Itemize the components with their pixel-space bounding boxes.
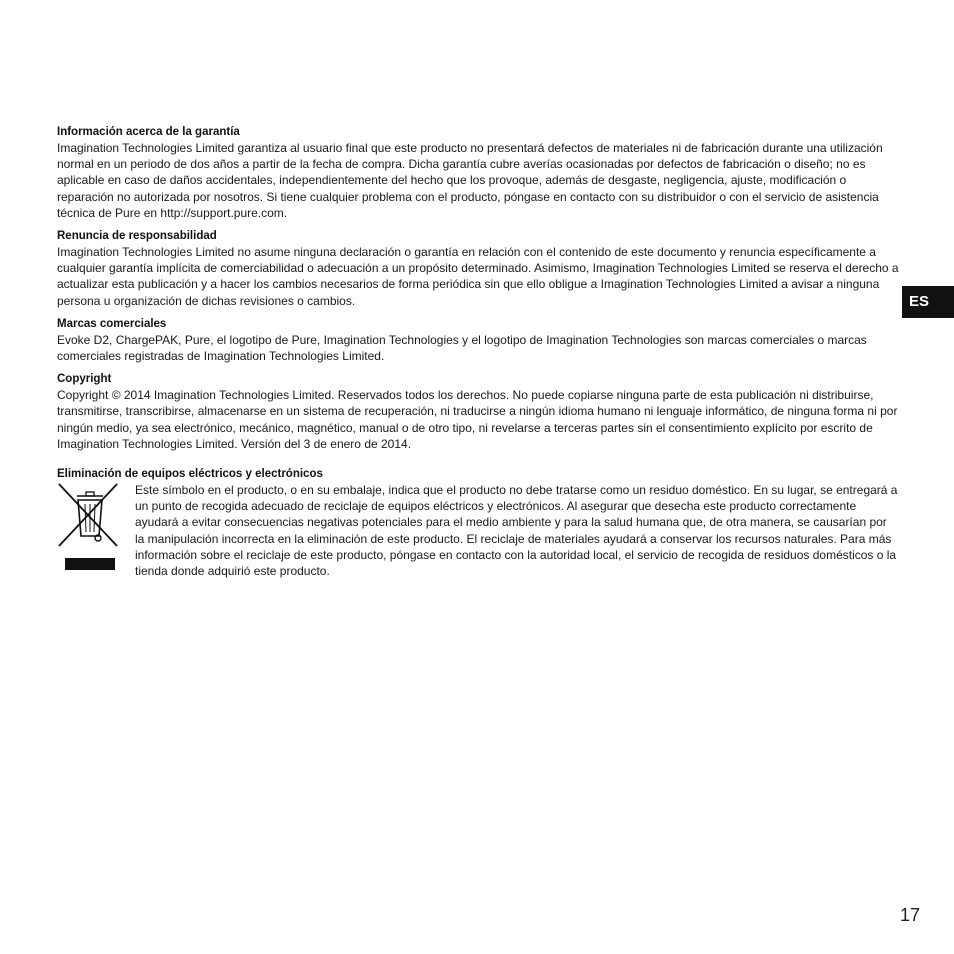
copyright-heading: Copyright bbox=[57, 373, 112, 386]
document-content bbox=[57, 124, 899, 586]
page-number: 17 bbox=[899, 905, 920, 925]
weee-heading: Eliminación de equipos eléctricos y electrónicos bbox=[57, 468, 323, 481]
warranty-heading: Información acerca de la garantía bbox=[57, 126, 240, 138]
trademarks-heading: Marcas comerciales bbox=[57, 317, 167, 330]
weee-row bbox=[57, 482, 899, 579]
weee-body: Este símbolo en el producto, o en su embalaje, indica que el producto no debe tratarse como un residuo doméstico. En su lugar, se entregará a un punto de recogida adecuado de reciclaje de equipos eléctricos y electrónicos. Al asegurar que desecha este producto correctamente ayudará a evitar consecuencias negativas potenciales para el medio ambiente y para la salud humana que, de otra manera, se causarían por la manipulación incorrecta en la eliminación de este producto. El reciclaje de materiales ayudará a conservar los recursos naturales. Para más información sobre el reciclaje de este producto, póngase en contacto con la autoridad local, el servicio de recogida de residuos domésticos o la tienda donde adquirió este producto. bbox=[135, 483, 898, 579]
weee-section bbox=[57, 466, 899, 579]
disclaimer-heading: Renuncia de responsabilidad bbox=[57, 230, 217, 243]
trademarks-section bbox=[57, 316, 899, 364]
warranty-body: Imagination Technologies Limited garantiza al usuario final que este producto no presentará defectos de materiales ni de fabricación durante una utilización normal en un periodo de dos años a partir de la fecha de compra. Dicha garantía cubre averías ocasionadas por defectos de fabricación o diseño; no es aplicable en caso de daños accidentales, independientemente del hecho que los provoque, además de desgaste, negligencia, ajuste, modificación o reparación no autorizada por nosotros. Si tiene cualquier problema con el producto, póngase en contacto con su distribuidor o con el servicio de asistencia técnica de Pure en http://support.pure.com. bbox=[57, 141, 883, 220]
disclaimer-section bbox=[57, 228, 899, 309]
copyright-body: Copyright © 2014 Imagination Technologies Limited. Reservados todos los derechos. No puede copiarse ninguna parte de esta publicación ni distribuirse, transmitirse, transcribirse, almacenarse en un sistema de recuperación, ni traducirse a ningún idioma humano ni lenguaje informático, de ninguna forma ni por ningún medio, ya sea electrónico, mecánico, magnético, manual o de otro tipo, ni revelarse a terceras partes sin el consentimiento explícito por escrito de Imagination Technologies Limited. Versión del 3 de enero de 2014. bbox=[57, 388, 898, 451]
copyright-section bbox=[57, 371, 899, 452]
crossed-out-wheelie-bin-icon bbox=[57, 482, 119, 572]
warranty-section bbox=[57, 124, 899, 221]
trademarks-body: Evoke D2, ChargePAK, Pure, el logotipo de Pure, Imagination Technologies y el logotipo de Imagination Technologies son marcas comerciales o marcas comerciales registradas de Imagination Technologies Limited. bbox=[57, 332, 867, 364]
language-tab: ES bbox=[902, 286, 954, 318]
disclaimer-body: Imagination Technologies Limited no asume ninguna declaración o garantía en relación con el contenido de este documento y renuncia específicamente a cualquier garantía implícita de comerciabilidad o adecuación a un propósito determinado. Asimismo, Imagination Technologies Limited se reserva el derecho a actualizar esta publicación y a hacer los cambios necesarios de forma periódica sin que ello obligue a Imagination Technologies Limited a avisar a ninguna persona u organización de dichas revisiones o cambios. bbox=[57, 245, 899, 308]
